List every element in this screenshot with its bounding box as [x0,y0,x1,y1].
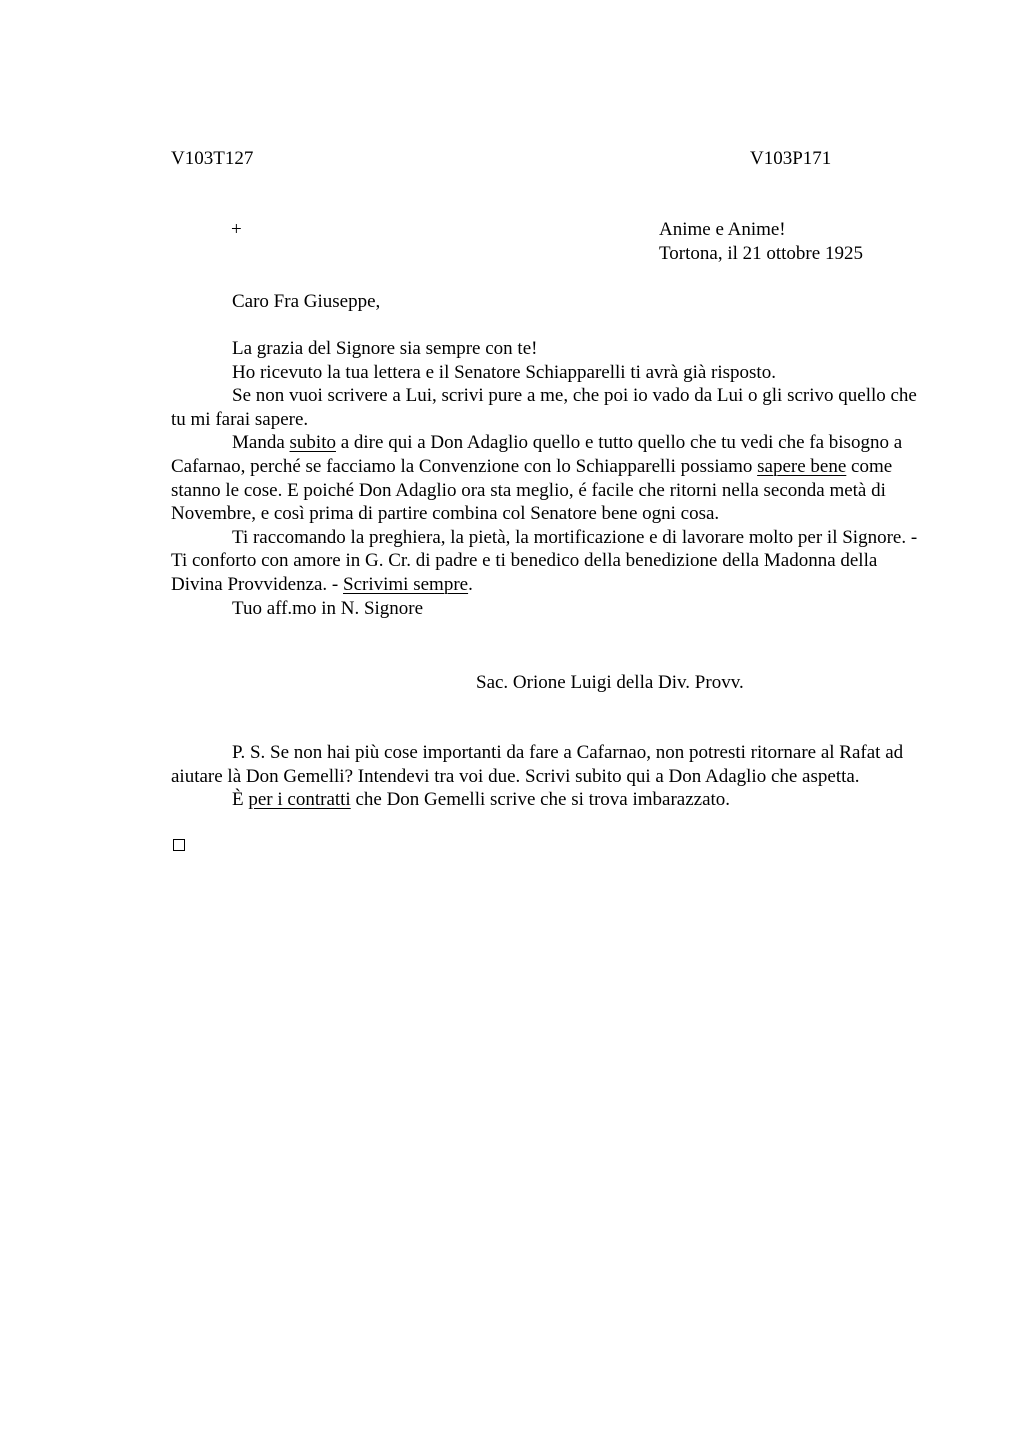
document-code-left: V103T127 [171,148,254,169]
text-run: È [232,789,249,811]
end-marker-box [173,839,185,851]
paragraph-greeting: La grazia del Signore sia sempre con te! [232,338,538,359]
letter-body [171,337,931,620]
underlined-subito: subito [289,432,336,454]
text-run: a dire qui a Don Adaglio quello e tutto quello che tu vedi che fa bisogno a Cafarnao, perché se facciamo la Convenzione con lo Schiapparelli possiamo [171,432,903,477]
paragraph-raccomando [171,526,931,597]
closing-line: Tuo aff.mo in N. Signore [232,597,424,619]
postscript-paragraph: P. S. Se non hai più cose importanti da fare a Cafarnao, non potresti ritornare al Rafat ad aiutare là Don Gemelli? Intendevi tra voi due. Scrivi subito qui a Don Adaglio che aspetta. [171,742,904,787]
signature: Sac. Orione Luigi della Div. Provv. [476,672,744,693]
salutation: Caro Fra Giuseppe, [232,291,381,312]
postscript-contratti [171,788,931,812]
text-run: Manda [232,432,290,454]
motto: Anime e Anime! [659,219,786,240]
place-date: Tortona, il 21 ottobre 1925 [659,243,863,264]
cross-symbol: + [231,219,242,240]
paragraph-manda [171,431,931,525]
postscript [171,741,931,812]
document-code-right: V103P171 [750,148,832,169]
underlined-per-i-contratti: per i contratti [248,789,351,811]
text-run: che Don Gemelli scrive che si trova imbarazzato. [350,789,731,811]
text-run: Ti raccomando la preghiera, la pietà, la mortificazione e di lavorare molto per il Signore. - Ti conforto con amore in G. Cr. di padre e ti benedico della benedizione della Madonna della Divina Provvidenza. - [171,526,918,595]
underlined-scrivimi-sempre: Scrivimi sempre [343,573,469,595]
text-run: come stanno le cose. E poiché Don Adaglio ora sta meglio, é facile che ritorni nella seconda metà di Novembre, e così prima di partire combina col Senatore bene ogni cosa. [171,455,893,525]
paragraph-received: Ho ricevuto la tua lettera e il Senatore Schiapparelli ti avrà già risposto. [232,361,776,383]
underlined-sapere-bene: sapere bene [757,455,847,477]
text-run: . [468,573,473,595]
paragraph-write: Se non vuoi scrivere a Lui, scrivi pure a me, che poi io vado da Lui o gli scrivo quello che tu mi farai sapere. [171,385,917,430]
